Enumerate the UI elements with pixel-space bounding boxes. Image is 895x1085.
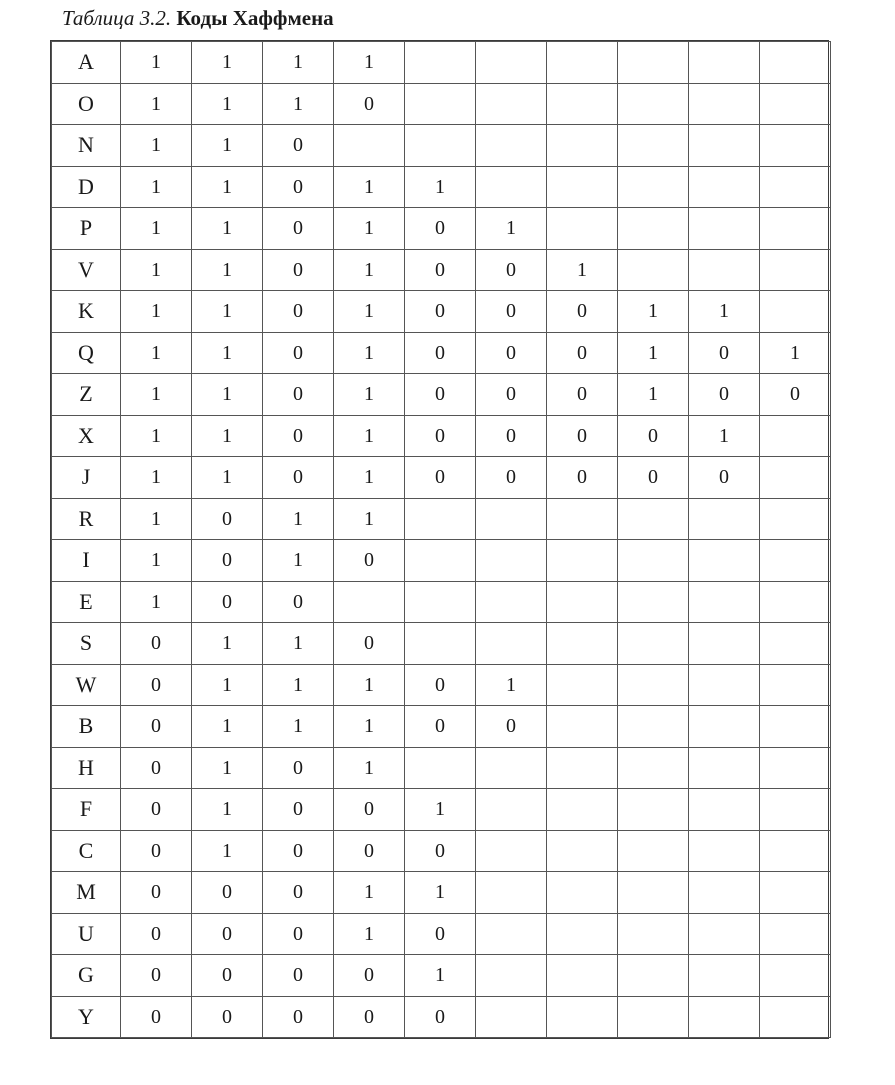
bit-cell: 0 xyxy=(334,830,405,872)
empty-cell xyxy=(618,581,689,623)
bit-cell: 1 xyxy=(405,789,476,831)
table-row xyxy=(52,42,831,84)
letter-cell: J xyxy=(52,457,121,499)
empty-cell xyxy=(618,208,689,250)
bit-cell: 0 xyxy=(121,623,192,665)
huffman-table-frame xyxy=(50,40,829,1039)
letter-cell: C xyxy=(52,830,121,872)
empty-cell xyxy=(618,789,689,831)
table-row xyxy=(52,208,831,250)
empty-cell xyxy=(547,166,618,208)
empty-cell xyxy=(689,208,760,250)
letter-cell: M xyxy=(52,872,121,914)
bit-cell: 0 xyxy=(263,249,334,291)
bit-cell: 0 xyxy=(547,457,618,499)
empty-cell xyxy=(618,540,689,582)
letter-cell: B xyxy=(52,706,121,748)
letter-cell: X xyxy=(52,415,121,457)
table-row xyxy=(52,498,831,540)
table-row xyxy=(52,83,831,125)
bit-cell: 0 xyxy=(618,415,689,457)
empty-cell xyxy=(689,166,760,208)
table-row xyxy=(52,872,831,914)
table-row xyxy=(52,540,831,582)
empty-cell xyxy=(405,498,476,540)
table-row xyxy=(52,374,831,416)
bit-cell: 0 xyxy=(121,706,192,748)
table-body xyxy=(52,42,831,1038)
bit-cell: 0 xyxy=(334,623,405,665)
bit-cell: 1 xyxy=(192,374,263,416)
empty-cell xyxy=(760,955,831,997)
bit-cell: 1 xyxy=(334,913,405,955)
bit-cell: 1 xyxy=(263,664,334,706)
bit-cell: 1 xyxy=(192,706,263,748)
bit-cell: 0 xyxy=(192,996,263,1038)
bit-cell: 1 xyxy=(121,42,192,84)
bit-cell: 1 xyxy=(121,166,192,208)
bit-cell: 0 xyxy=(334,789,405,831)
bit-cell: 1 xyxy=(121,291,192,333)
empty-cell xyxy=(689,83,760,125)
bit-cell: 0 xyxy=(547,291,618,333)
bit-cell: 1 xyxy=(192,83,263,125)
bit-cell: 0 xyxy=(263,913,334,955)
empty-cell xyxy=(760,996,831,1038)
bit-cell: 0 xyxy=(618,457,689,499)
empty-cell xyxy=(476,830,547,872)
empty-cell xyxy=(618,125,689,167)
letter-cell: E xyxy=(52,581,121,623)
bit-cell: 0 xyxy=(121,913,192,955)
empty-cell xyxy=(476,623,547,665)
bit-cell: 1 xyxy=(334,332,405,374)
letter-cell: U xyxy=(52,913,121,955)
table-caption xyxy=(62,4,334,32)
empty-cell xyxy=(476,789,547,831)
bit-cell: 1 xyxy=(121,83,192,125)
bit-cell: 1 xyxy=(334,747,405,789)
table-row xyxy=(52,125,831,167)
empty-cell xyxy=(689,955,760,997)
letter-cell: F xyxy=(52,789,121,831)
empty-cell xyxy=(760,706,831,748)
bit-cell: 0 xyxy=(263,789,334,831)
bit-cell: 0 xyxy=(121,664,192,706)
empty-cell xyxy=(618,830,689,872)
empty-cell xyxy=(689,540,760,582)
bit-cell: 1 xyxy=(547,249,618,291)
bit-cell: 1 xyxy=(334,208,405,250)
bit-cell: 1 xyxy=(263,706,334,748)
empty-cell xyxy=(405,623,476,665)
empty-cell xyxy=(618,249,689,291)
bit-cell: 0 xyxy=(263,208,334,250)
empty-cell xyxy=(618,664,689,706)
bit-cell: 1 xyxy=(263,623,334,665)
empty-cell xyxy=(405,581,476,623)
empty-cell xyxy=(476,913,547,955)
bit-cell: 1 xyxy=(263,540,334,582)
bit-cell: 1 xyxy=(192,457,263,499)
empty-cell xyxy=(547,498,618,540)
bit-cell: 1 xyxy=(192,830,263,872)
bit-cell: 1 xyxy=(476,664,547,706)
empty-cell xyxy=(618,42,689,84)
bit-cell: 0 xyxy=(192,913,263,955)
letter-cell: R xyxy=(52,498,121,540)
bit-cell: 0 xyxy=(192,540,263,582)
letter-cell: S xyxy=(52,623,121,665)
bit-cell: 0 xyxy=(547,332,618,374)
bit-cell: 1 xyxy=(192,747,263,789)
empty-cell xyxy=(689,872,760,914)
bit-cell: 0 xyxy=(263,374,334,416)
empty-cell xyxy=(618,166,689,208)
empty-cell xyxy=(476,166,547,208)
empty-cell xyxy=(760,747,831,789)
bit-cell: 0 xyxy=(121,789,192,831)
empty-cell xyxy=(476,498,547,540)
bit-cell: 0 xyxy=(476,374,547,416)
bit-cell: 1 xyxy=(192,664,263,706)
bit-cell: 0 xyxy=(405,457,476,499)
table-row xyxy=(52,955,831,997)
bit-cell: 1 xyxy=(334,415,405,457)
bit-cell: 0 xyxy=(121,830,192,872)
bit-cell: 0 xyxy=(121,747,192,789)
empty-cell xyxy=(547,872,618,914)
bit-cell: 1 xyxy=(618,291,689,333)
empty-cell xyxy=(760,208,831,250)
bit-cell: 1 xyxy=(192,291,263,333)
empty-cell xyxy=(760,664,831,706)
table-row xyxy=(52,747,831,789)
empty-cell xyxy=(618,955,689,997)
bit-cell: 1 xyxy=(263,498,334,540)
letter-cell: I xyxy=(52,540,121,582)
bit-cell: 1 xyxy=(334,291,405,333)
letter-cell: A xyxy=(52,42,121,84)
empty-cell xyxy=(476,747,547,789)
bit-cell: 0 xyxy=(405,830,476,872)
bit-cell: 1 xyxy=(192,789,263,831)
letter-cell: V xyxy=(52,249,121,291)
empty-cell xyxy=(760,457,831,499)
empty-cell xyxy=(547,789,618,831)
bit-cell: 0 xyxy=(405,332,476,374)
bit-cell: 0 xyxy=(192,498,263,540)
bit-cell: 0 xyxy=(476,291,547,333)
letter-cell: D xyxy=(52,166,121,208)
bit-cell: 1 xyxy=(334,374,405,416)
bit-cell: 0 xyxy=(476,249,547,291)
bit-cell: 0 xyxy=(263,996,334,1038)
bit-cell: 1 xyxy=(405,166,476,208)
bit-cell: 0 xyxy=(263,955,334,997)
empty-cell xyxy=(760,540,831,582)
bit-cell: 0 xyxy=(192,872,263,914)
bit-cell: 1 xyxy=(121,540,192,582)
bit-cell: 0 xyxy=(263,291,334,333)
bit-cell: 0 xyxy=(263,830,334,872)
bit-cell: 0 xyxy=(121,872,192,914)
empty-cell xyxy=(476,996,547,1038)
empty-cell xyxy=(334,125,405,167)
bit-cell: 1 xyxy=(334,664,405,706)
caption-title: Коды Хаффмена xyxy=(176,6,334,30)
empty-cell xyxy=(760,498,831,540)
bit-cell: 0 xyxy=(405,664,476,706)
empty-cell xyxy=(405,42,476,84)
table-row xyxy=(52,249,831,291)
bit-cell: 1 xyxy=(334,872,405,914)
empty-cell xyxy=(618,996,689,1038)
bit-cell: 0 xyxy=(405,706,476,748)
bit-cell: 0 xyxy=(263,332,334,374)
bit-cell: 0 xyxy=(334,83,405,125)
empty-cell xyxy=(689,664,760,706)
bit-cell: 1 xyxy=(121,332,192,374)
bit-cell: 1 xyxy=(192,125,263,167)
bit-cell: 1 xyxy=(618,374,689,416)
empty-cell xyxy=(689,913,760,955)
empty-cell xyxy=(760,872,831,914)
bit-cell: 1 xyxy=(760,332,831,374)
bit-cell: 0 xyxy=(263,166,334,208)
bit-cell: 0 xyxy=(405,291,476,333)
letter-cell: K xyxy=(52,291,121,333)
empty-cell xyxy=(476,955,547,997)
table-row xyxy=(52,664,831,706)
empty-cell xyxy=(476,42,547,84)
bit-cell: 1 xyxy=(405,955,476,997)
bit-cell: 1 xyxy=(121,208,192,250)
bit-cell: 0 xyxy=(476,457,547,499)
empty-cell xyxy=(334,581,405,623)
empty-cell xyxy=(618,623,689,665)
empty-cell xyxy=(689,996,760,1038)
bit-cell: 0 xyxy=(192,955,263,997)
huffman-codes-table xyxy=(51,41,831,1038)
empty-cell xyxy=(547,581,618,623)
empty-cell xyxy=(618,747,689,789)
empty-cell xyxy=(760,830,831,872)
bit-cell: 1 xyxy=(192,415,263,457)
table-row xyxy=(52,830,831,872)
table-row xyxy=(52,581,831,623)
letter-cell: N xyxy=(52,125,121,167)
table-row xyxy=(52,415,831,457)
bit-cell: 1 xyxy=(192,332,263,374)
empty-cell xyxy=(689,706,760,748)
bit-cell: 1 xyxy=(121,457,192,499)
letter-cell: O xyxy=(52,83,121,125)
empty-cell xyxy=(689,498,760,540)
empty-cell xyxy=(689,249,760,291)
bit-cell: 0 xyxy=(689,374,760,416)
empty-cell xyxy=(760,623,831,665)
empty-cell xyxy=(547,706,618,748)
bit-cell: 0 xyxy=(476,415,547,457)
letter-cell: Q xyxy=(52,332,121,374)
empty-cell xyxy=(618,706,689,748)
bit-cell: 0 xyxy=(405,913,476,955)
bit-cell: 0 xyxy=(121,996,192,1038)
bit-cell: 1 xyxy=(476,208,547,250)
bit-cell: 0 xyxy=(263,747,334,789)
empty-cell xyxy=(760,789,831,831)
letter-cell: W xyxy=(52,664,121,706)
bit-cell: 0 xyxy=(121,955,192,997)
empty-cell xyxy=(760,125,831,167)
empty-cell xyxy=(405,83,476,125)
empty-cell xyxy=(547,42,618,84)
empty-cell xyxy=(476,872,547,914)
bit-cell: 1 xyxy=(192,208,263,250)
bit-cell: 0 xyxy=(263,125,334,167)
empty-cell xyxy=(760,415,831,457)
bit-cell: 1 xyxy=(121,249,192,291)
bit-cell: 1 xyxy=(263,83,334,125)
empty-cell xyxy=(547,996,618,1038)
caption-label: Таблица 3.2. xyxy=(62,6,172,30)
table-row xyxy=(52,913,831,955)
bit-cell: 0 xyxy=(263,457,334,499)
empty-cell xyxy=(760,83,831,125)
bit-cell: 1 xyxy=(618,332,689,374)
empty-cell xyxy=(547,830,618,872)
letter-cell: Z xyxy=(52,374,121,416)
empty-cell xyxy=(547,208,618,250)
empty-cell xyxy=(547,125,618,167)
empty-cell xyxy=(547,747,618,789)
bit-cell: 0 xyxy=(547,415,618,457)
bit-cell: 1 xyxy=(334,457,405,499)
empty-cell xyxy=(760,291,831,333)
bit-cell: 0 xyxy=(263,581,334,623)
empty-cell xyxy=(476,540,547,582)
empty-cell xyxy=(547,623,618,665)
bit-cell: 1 xyxy=(405,872,476,914)
bit-cell: 1 xyxy=(334,42,405,84)
empty-cell xyxy=(689,830,760,872)
letter-cell: G xyxy=(52,955,121,997)
empty-cell xyxy=(405,125,476,167)
empty-cell xyxy=(689,789,760,831)
bit-cell: 1 xyxy=(121,581,192,623)
empty-cell xyxy=(760,581,831,623)
bit-cell: 1 xyxy=(121,415,192,457)
bit-cell: 0 xyxy=(405,249,476,291)
letter-cell: P xyxy=(52,208,121,250)
bit-cell: 1 xyxy=(263,42,334,84)
bit-cell: 1 xyxy=(689,291,760,333)
bit-cell: 1 xyxy=(334,249,405,291)
bit-cell: 0 xyxy=(192,581,263,623)
table-row xyxy=(52,706,831,748)
bit-cell: 1 xyxy=(689,415,760,457)
bit-cell: 1 xyxy=(192,42,263,84)
bit-cell: 1 xyxy=(334,498,405,540)
empty-cell xyxy=(689,623,760,665)
bit-cell: 0 xyxy=(760,374,831,416)
empty-cell xyxy=(405,747,476,789)
table-row xyxy=(52,332,831,374)
table-row xyxy=(52,996,831,1038)
bit-cell: 0 xyxy=(334,540,405,582)
empty-cell xyxy=(618,913,689,955)
empty-cell xyxy=(547,955,618,997)
table-row xyxy=(52,789,831,831)
bit-cell: 1 xyxy=(192,166,263,208)
bit-cell: 1 xyxy=(334,706,405,748)
bit-cell: 1 xyxy=(192,249,263,291)
empty-cell xyxy=(760,249,831,291)
empty-cell xyxy=(405,540,476,582)
bit-cell: 0 xyxy=(689,457,760,499)
bit-cell: 0 xyxy=(334,996,405,1038)
letter-cell: Y xyxy=(52,996,121,1038)
empty-cell xyxy=(476,125,547,167)
bit-cell: 0 xyxy=(689,332,760,374)
empty-cell xyxy=(689,747,760,789)
empty-cell xyxy=(689,125,760,167)
empty-cell xyxy=(760,166,831,208)
empty-cell xyxy=(618,872,689,914)
empty-cell xyxy=(618,83,689,125)
bit-cell: 1 xyxy=(121,498,192,540)
empty-cell xyxy=(760,913,831,955)
empty-cell xyxy=(547,913,618,955)
table-row xyxy=(52,623,831,665)
bit-cell: 0 xyxy=(476,706,547,748)
bit-cell: 1 xyxy=(121,374,192,416)
bit-cell: 1 xyxy=(121,125,192,167)
bit-cell: 0 xyxy=(405,374,476,416)
empty-cell xyxy=(689,42,760,84)
empty-cell xyxy=(547,83,618,125)
letter-cell: H xyxy=(52,747,121,789)
bit-cell: 0 xyxy=(405,996,476,1038)
empty-cell xyxy=(618,498,689,540)
bit-cell: 1 xyxy=(334,166,405,208)
empty-cell xyxy=(760,42,831,84)
bit-cell: 0 xyxy=(263,872,334,914)
bit-cell: 1 xyxy=(192,623,263,665)
empty-cell xyxy=(547,664,618,706)
empty-cell xyxy=(476,83,547,125)
empty-cell xyxy=(689,581,760,623)
bit-cell: 0 xyxy=(476,332,547,374)
bit-cell: 0 xyxy=(405,415,476,457)
bit-cell: 0 xyxy=(263,415,334,457)
table-row xyxy=(52,457,831,499)
bit-cell: 0 xyxy=(405,208,476,250)
table-row xyxy=(52,291,831,333)
table-row xyxy=(52,166,831,208)
empty-cell xyxy=(547,540,618,582)
empty-cell xyxy=(476,581,547,623)
bit-cell: 0 xyxy=(334,955,405,997)
bit-cell: 0 xyxy=(547,374,618,416)
